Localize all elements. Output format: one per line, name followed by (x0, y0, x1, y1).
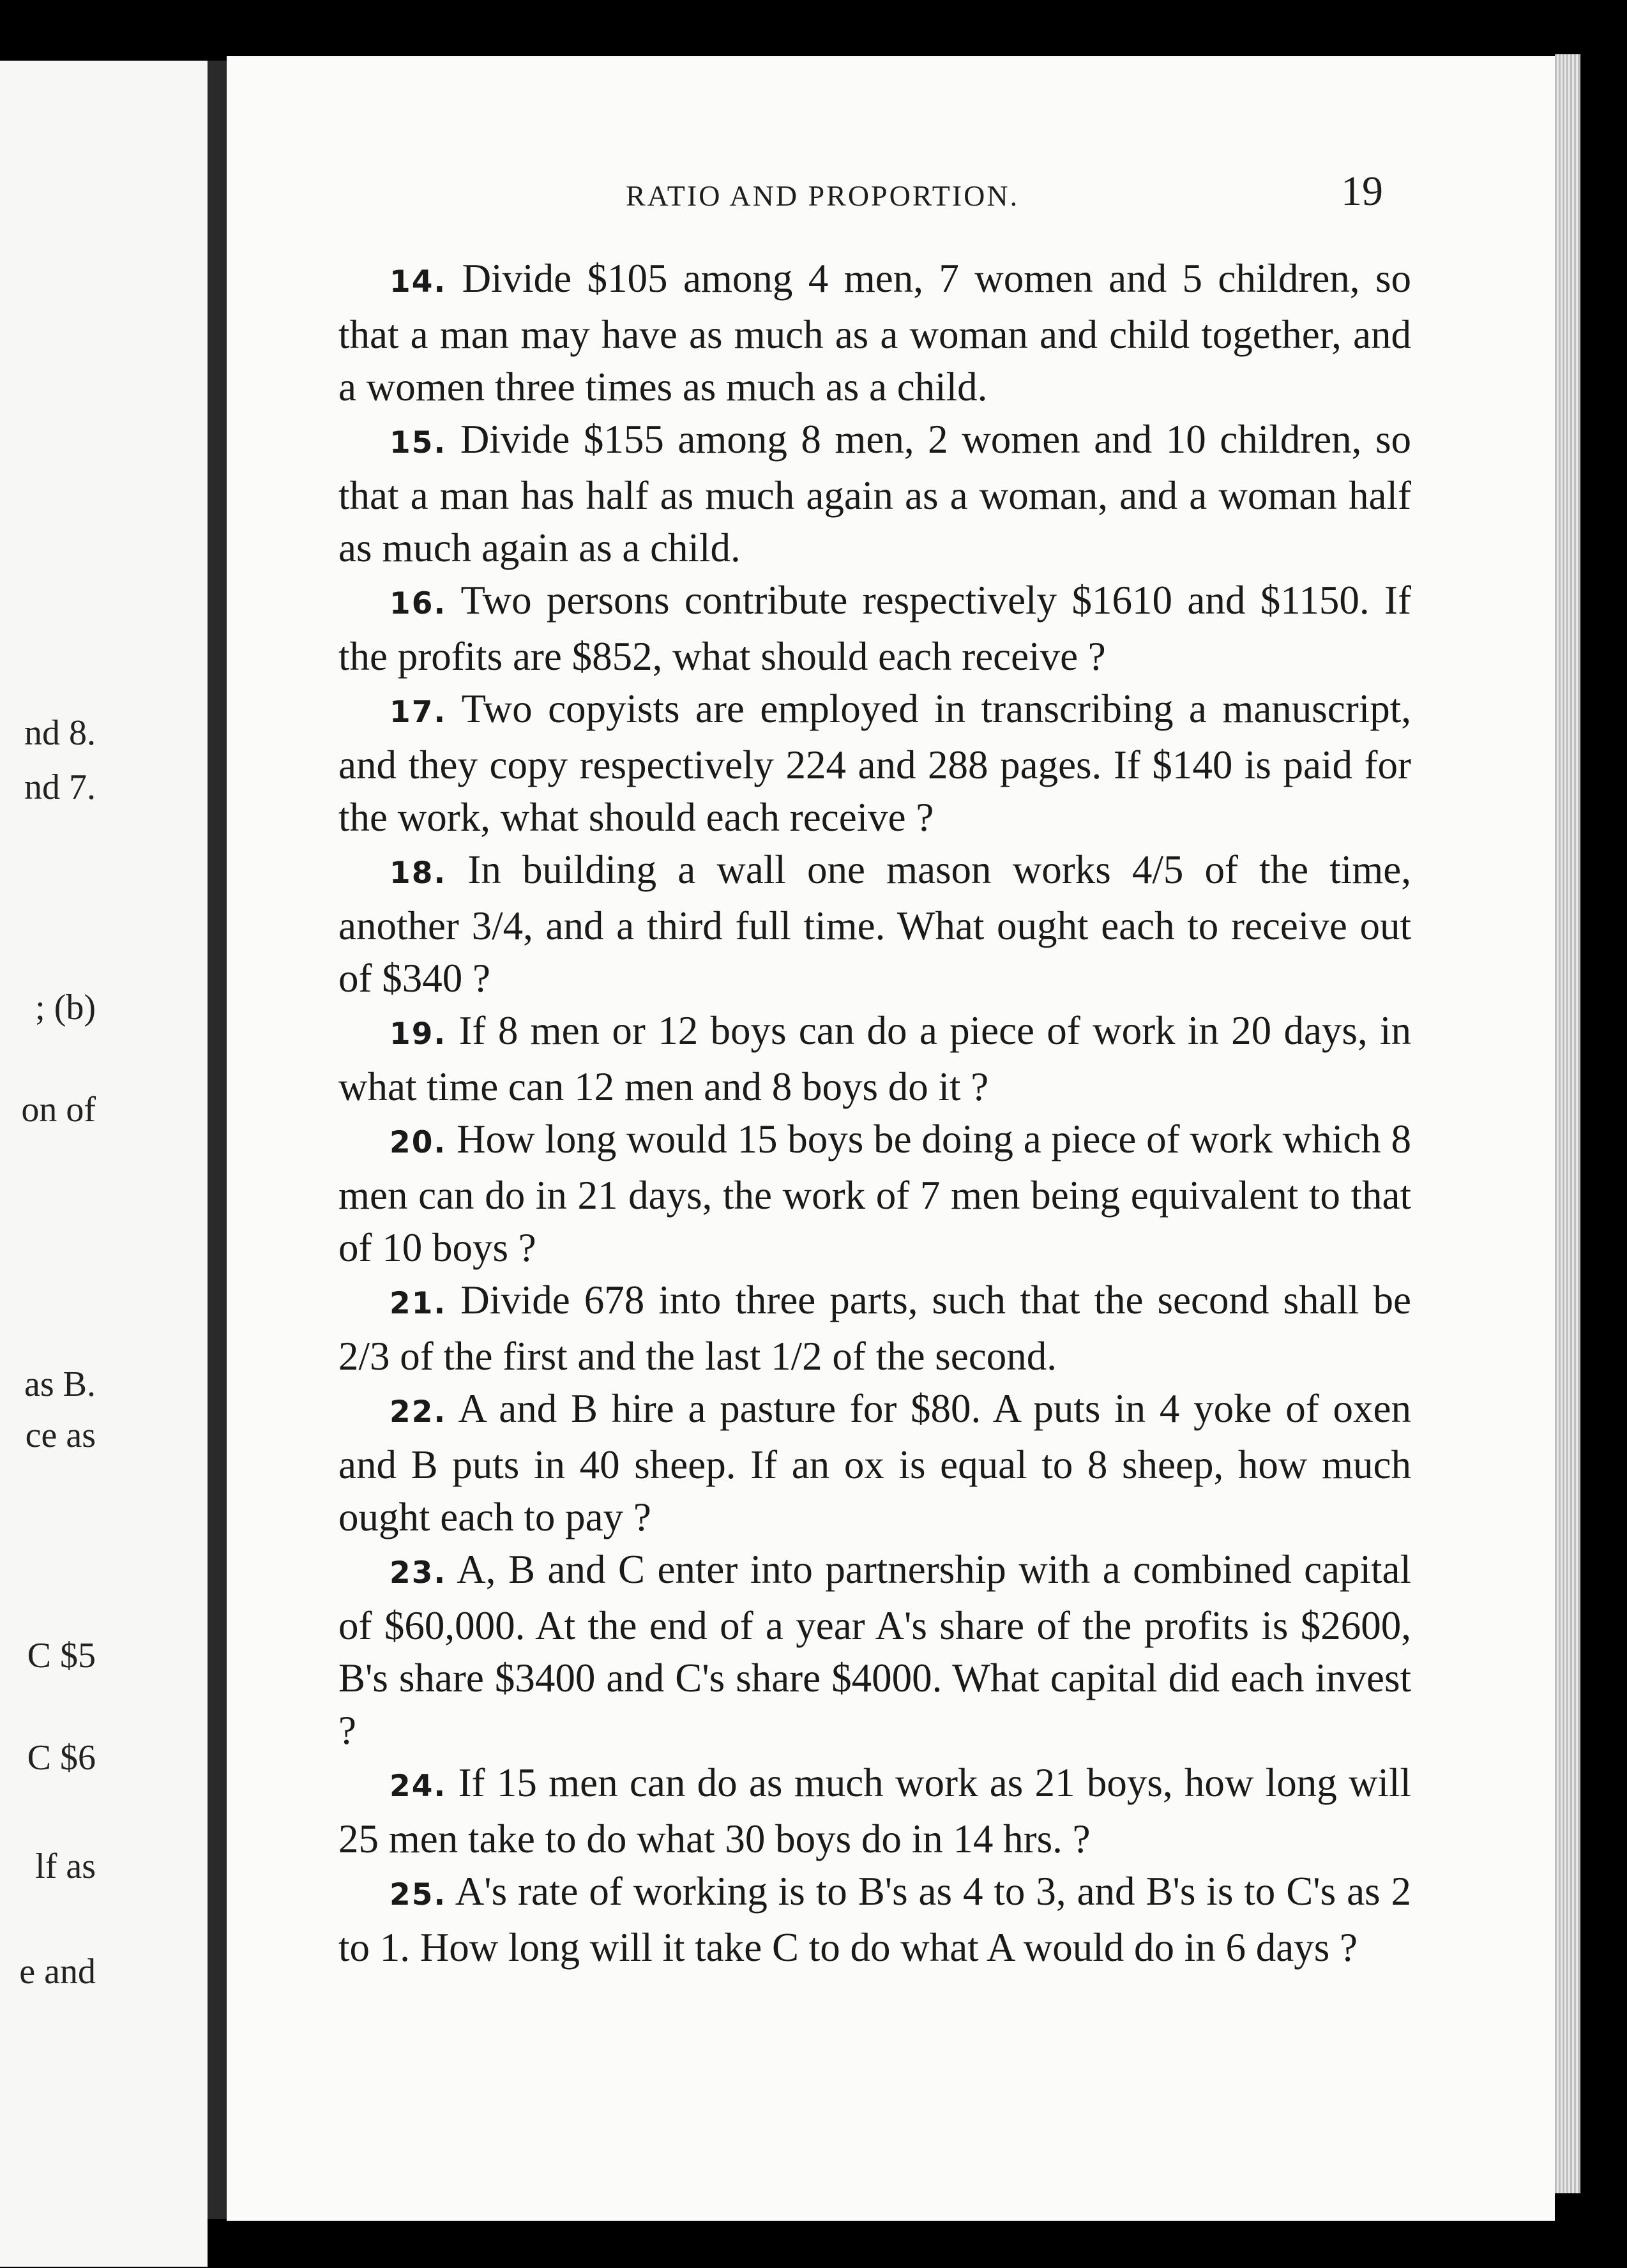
problem-item (338, 1865, 1411, 1974)
problem-item (338, 1382, 1411, 1543)
facing-page-fragment: nd 7. (24, 767, 96, 807)
facing-page-fragment: lf as (35, 1847, 96, 1886)
problem-item (338, 1757, 1411, 1865)
problem-list (338, 252, 1411, 1974)
problem-text: A and B hire a pasture for $80. A puts in 4 yoke of oxen and B puts in 40 sheep. If an ox is equal to 8 sheep, how much ought each to pay ? (338, 1386, 1411, 1539)
problem-number: 17. (390, 695, 447, 730)
facing-page-fragment: ; (b) (35, 988, 96, 1027)
problem-number: 24. (390, 1769, 447, 1804)
page-number: 19 (1341, 168, 1383, 215)
facing-page (0, 61, 208, 2267)
book-gutter (208, 61, 227, 2219)
problem-number: 22. (390, 1395, 447, 1430)
problem-number: 19. (390, 1017, 447, 1052)
facing-page-fragment: C $5 (27, 1636, 96, 1675)
problem-text: Divide 678 into three parts, such that the second shall be 2/3 of the first and the last 1/2 of the second. (338, 1278, 1411, 1379)
problem-text: Two copyists are employed in transcribing a manuscript, and they copy respectively 224 and 288 pages. If $140 is paid for the work, what should each receive ? (338, 686, 1411, 840)
problem-item (338, 1004, 1411, 1113)
facing-page-fragment: ce as (25, 1416, 96, 1455)
problem-item (338, 1113, 1411, 1274)
problem-text: Divide $105 among 4 men, 7 women and 5 children, so that a man may have as much as a woman and child together, and a women three times as much as a child. (338, 256, 1411, 409)
problem-number: 25. (390, 1877, 447, 1912)
problem-item (338, 413, 1411, 574)
problem-number: 16. (390, 586, 447, 621)
problem-text: If 15 men can do as much work as 21 boys, how long will 25 men take to do what 30 boys do in 14 hrs. ? (338, 1760, 1412, 1861)
problem-text: Divide $155 among 8 men, 2 women and 10 children, so that a man has half as much again as a woman, and a woman half as much again as a child. (338, 417, 1411, 570)
problem-text: A's rate of working is to B's as 4 to 3, and B's is to C's as 2 to 1. How long will it take C to do what A would do in 6 days ? (338, 1869, 1411, 1970)
problem-number: 20. (390, 1125, 447, 1160)
problem-text: Two persons contribute respectively $1610 and $1150. If the profits are $852, what should each receive ? (338, 578, 1411, 679)
problem-text: If 8 men or 12 boys can do a piece of work in 20 days, in what time can 12 men and 8 boys do it ? (338, 1008, 1411, 1109)
facing-page-fragment: nd 8. (24, 713, 96, 753)
problem-item (338, 574, 1411, 683)
problem-item (338, 1543, 1411, 1757)
problem-item (338, 252, 1411, 413)
problem-text: A, B and C enter into partnership with a combined capital of $60,000. At the end of a year A's share of the profits is $2600, B's share $3400 and C's share $4000. What capital did each invest ? (338, 1547, 1411, 1753)
page-edge (1555, 54, 1580, 2193)
problem-text: In building a wall one mason works 4/5 of the time, another 3/4, and a third full time. What ought each to receive out of $340 ? (338, 847, 1411, 1001)
facing-page-fragment: on of (21, 1090, 96, 1130)
problem-number: 14. (390, 264, 447, 299)
problem-item (338, 843, 1411, 1004)
problem-text: How long would 15 boys be doing a piece of work which 8 men can do in 21 days, the work of 7 men being equivalent to that of 10 boys ? (338, 1117, 1411, 1270)
problem-number: 15. (390, 425, 447, 460)
facing-page-fragment: as B. (24, 1365, 96, 1404)
problem-number: 21. (390, 1286, 447, 1321)
problem-number: 23. (390, 1555, 447, 1591)
facing-page-fragment: C $6 (27, 1738, 96, 1778)
problem-item (338, 683, 1411, 843)
facing-page-fragment: e and (19, 1952, 96, 1992)
problem-item (338, 1274, 1411, 1382)
running-header: RATIO AND PROPORTION. (626, 179, 1020, 212)
problem-number: 18. (390, 856, 447, 891)
